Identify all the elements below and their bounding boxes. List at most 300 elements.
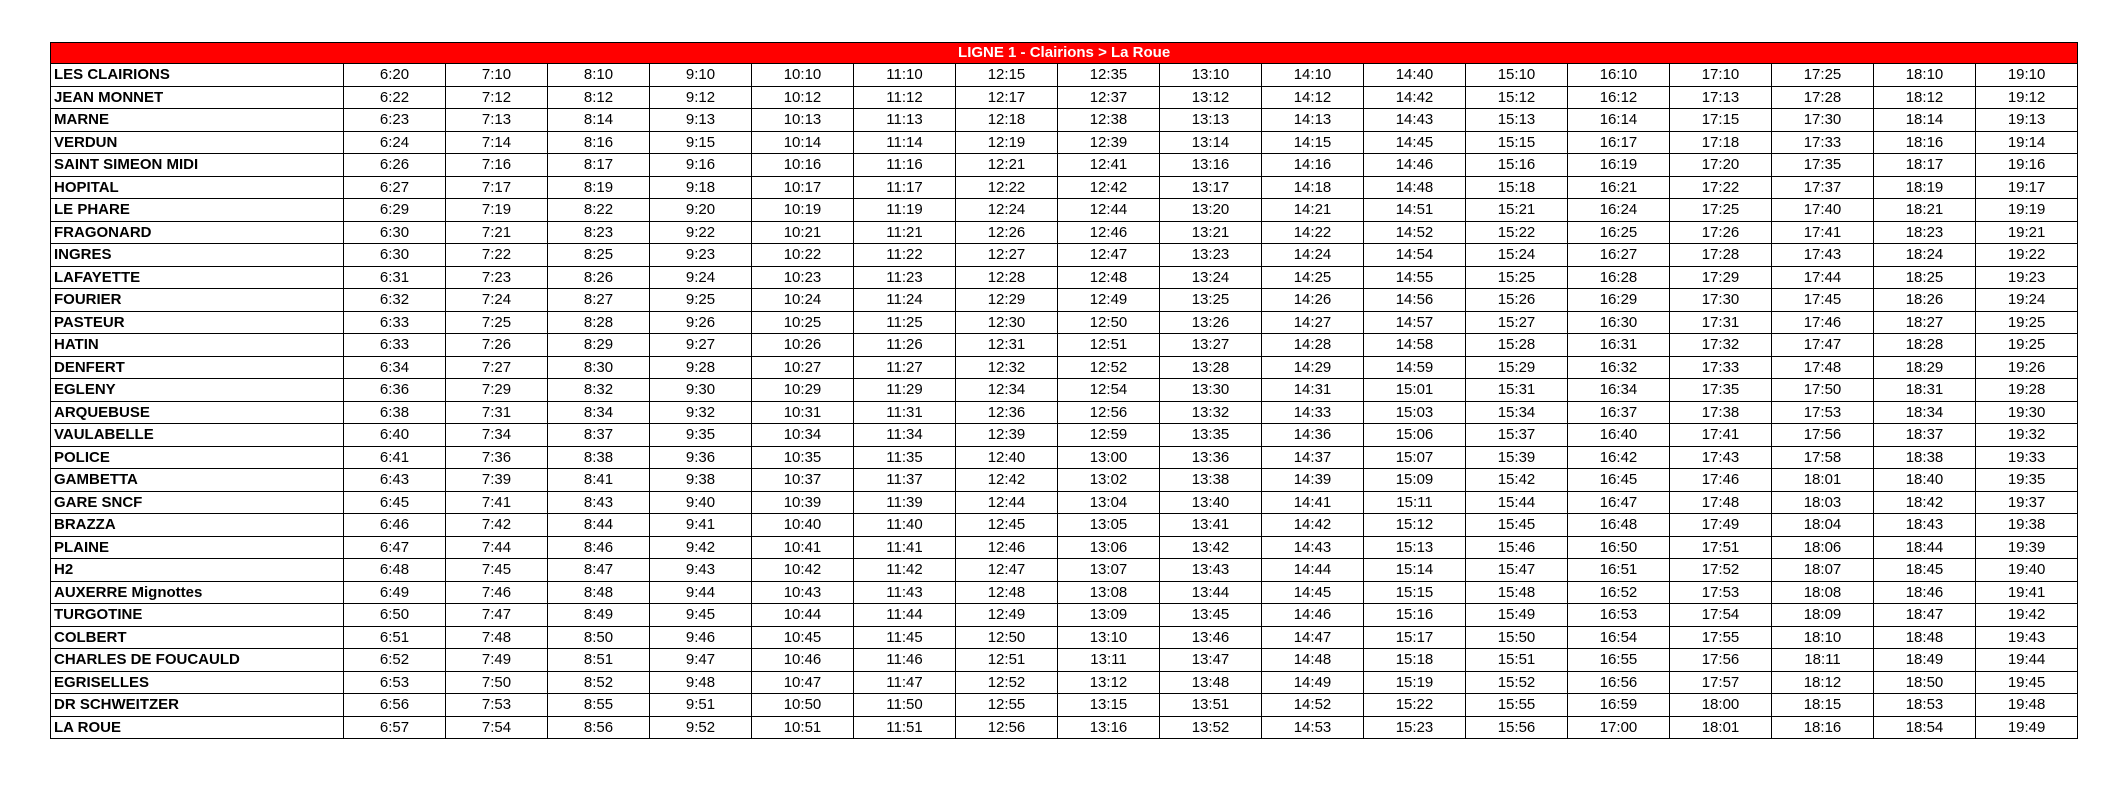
departure-time: 14:10 <box>1262 64 1364 87</box>
departure-time: 13:11 <box>1058 649 1160 672</box>
departure-time: 10:31 <box>752 401 854 424</box>
departure-time: 9:24 <box>650 266 752 289</box>
table-row <box>51 671 2078 694</box>
departure-time: 16:21 <box>1568 176 1670 199</box>
departure-time: 10:12 <box>752 86 854 109</box>
departure-time: 15:12 <box>1466 86 1568 109</box>
stop-name: HOPITAL <box>51 176 344 199</box>
departure-time: 17:29 <box>1670 266 1772 289</box>
departure-time: 13:13 <box>1160 109 1262 132</box>
departure-time: 13:35 <box>1160 424 1262 447</box>
departure-time: 10:35 <box>752 446 854 469</box>
departure-time: 9:13 <box>650 109 752 132</box>
departure-time: 18:45 <box>1874 559 1976 582</box>
departure-time: 10:22 <box>752 244 854 267</box>
departure-time: 13:05 <box>1058 514 1160 537</box>
departure-time: 11:22 <box>854 244 956 267</box>
departure-time: 17:49 <box>1670 514 1772 537</box>
stop-name: FRAGONARD <box>51 221 344 244</box>
departure-time: 9:16 <box>650 154 752 177</box>
stop-name: EGLENY <box>51 379 344 402</box>
departure-time: 11:19 <box>854 199 956 222</box>
departure-time: 7:47 <box>446 604 548 627</box>
departure-time: 19:17 <box>1976 176 2078 199</box>
departure-time: 6:30 <box>344 244 446 267</box>
departure-time: 12:48 <box>1058 266 1160 289</box>
departure-time: 14:55 <box>1364 266 1466 289</box>
departure-time: 18:06 <box>1772 536 1874 559</box>
departure-time: 14:46 <box>1364 154 1466 177</box>
departure-time: 16:55 <box>1568 649 1670 672</box>
departure-time: 6:43 <box>344 469 446 492</box>
departure-time: 6:57 <box>344 716 446 739</box>
departure-time: 12:46 <box>1058 221 1160 244</box>
departure-time: 12:47 <box>956 559 1058 582</box>
departure-time: 17:44 <box>1772 266 1874 289</box>
departure-time: 19:21 <box>1976 221 2078 244</box>
departure-time: 15:16 <box>1364 604 1466 627</box>
departure-time: 7:39 <box>446 469 548 492</box>
departure-time: 18:14 <box>1874 109 1976 132</box>
departure-time: 13:16 <box>1160 154 1262 177</box>
departure-time: 16:19 <box>1568 154 1670 177</box>
stop-name: GARE SNCF <box>51 491 344 514</box>
departure-time: 15:06 <box>1364 424 1466 447</box>
departure-time: 9:44 <box>650 581 752 604</box>
departure-time: 12:29 <box>956 289 1058 312</box>
departure-time: 10:50 <box>752 694 854 717</box>
table-row <box>51 356 2078 379</box>
departure-time: 11:25 <box>854 311 956 334</box>
departure-time: 17:55 <box>1670 626 1772 649</box>
departure-time: 9:23 <box>650 244 752 267</box>
departure-time: 12:48 <box>956 581 1058 604</box>
departure-time: 15:50 <box>1466 626 1568 649</box>
departure-time: 14:51 <box>1364 199 1466 222</box>
departure-time: 12:50 <box>956 626 1058 649</box>
departure-time: 12:38 <box>1058 109 1160 132</box>
departure-time: 19:12 <box>1976 86 2078 109</box>
departure-time: 13:14 <box>1160 131 1262 154</box>
departure-time: 17:52 <box>1670 559 1772 582</box>
stop-name: SAINT SIMEON MIDI <box>51 154 344 177</box>
departure-time: 16:53 <box>1568 604 1670 627</box>
departure-time: 12:42 <box>956 469 1058 492</box>
departure-time: 19:13 <box>1976 109 2078 132</box>
departure-time: 12:51 <box>956 649 1058 672</box>
departure-time: 13:02 <box>1058 469 1160 492</box>
departure-time: 19:14 <box>1976 131 2078 154</box>
departure-time: 17:37 <box>1772 176 1874 199</box>
departure-time: 8:14 <box>548 109 650 132</box>
departure-time: 14:59 <box>1364 356 1466 379</box>
departure-time: 18:00 <box>1670 694 1772 717</box>
departure-time: 10:10 <box>752 64 854 87</box>
departure-time: 8:27 <box>548 289 650 312</box>
departure-time: 14:12 <box>1262 86 1364 109</box>
departure-time: 19:37 <box>1976 491 2078 514</box>
departure-time: 9:27 <box>650 334 752 357</box>
departure-time: 10:34 <box>752 424 854 447</box>
departure-time: 12:55 <box>956 694 1058 717</box>
departure-time: 16:42 <box>1568 446 1670 469</box>
departure-time: 12:28 <box>956 266 1058 289</box>
departure-time: 9:45 <box>650 604 752 627</box>
departure-time: 17:41 <box>1772 221 1874 244</box>
departure-time: 8:43 <box>548 491 650 514</box>
title-row <box>51 43 2078 64</box>
departure-time: 10:16 <box>752 154 854 177</box>
departure-time: 14:53 <box>1262 716 1364 739</box>
departure-time: 14:49 <box>1262 671 1364 694</box>
table-row <box>51 446 2078 469</box>
departure-time: 18:28 <box>1874 334 1976 357</box>
departure-time: 13:12 <box>1058 671 1160 694</box>
departure-time: 17:35 <box>1670 379 1772 402</box>
departure-time: 16:45 <box>1568 469 1670 492</box>
stop-name: FOURIER <box>51 289 344 312</box>
departure-time: 16:56 <box>1568 671 1670 694</box>
departure-time: 7:21 <box>446 221 548 244</box>
departure-time: 16:27 <box>1568 244 1670 267</box>
departure-time: 16:32 <box>1568 356 1670 379</box>
table-row <box>51 469 2078 492</box>
departure-time: 15:44 <box>1466 491 1568 514</box>
departure-time: 17:41 <box>1670 424 1772 447</box>
departure-time: 12:50 <box>1058 311 1160 334</box>
departure-time: 8:55 <box>548 694 650 717</box>
departure-time: 14:39 <box>1262 469 1364 492</box>
departure-time: 13:26 <box>1160 311 1262 334</box>
departure-time: 7:53 <box>446 694 548 717</box>
departure-time: 14:28 <box>1262 334 1364 357</box>
departure-time: 17:22 <box>1670 176 1772 199</box>
departure-time: 11:12 <box>854 86 956 109</box>
departure-time: 17:25 <box>1772 64 1874 87</box>
departure-time: 18:09 <box>1772 604 1874 627</box>
departure-time: 19:45 <box>1976 671 2078 694</box>
departure-time: 18:17 <box>1874 154 1976 177</box>
departure-time: 17:38 <box>1670 401 1772 424</box>
departure-time: 14:25 <box>1262 266 1364 289</box>
departure-time: 19:19 <box>1976 199 2078 222</box>
departure-time: 15:16 <box>1466 154 1568 177</box>
departure-time: 10:39 <box>752 491 854 514</box>
departure-time: 11:31 <box>854 401 956 424</box>
table-row <box>51 176 2078 199</box>
departure-time: 9:32 <box>650 401 752 424</box>
departure-time: 10:14 <box>752 131 854 154</box>
table-row <box>51 649 2078 672</box>
departure-time: 7:10 <box>446 64 548 87</box>
departure-time: 13:07 <box>1058 559 1160 582</box>
departure-time: 16:59 <box>1568 694 1670 717</box>
departure-time: 14:27 <box>1262 311 1364 334</box>
departure-time: 12:44 <box>1058 199 1160 222</box>
stop-name: DR SCHWEITZER <box>51 694 344 717</box>
departure-time: 11:43 <box>854 581 956 604</box>
departure-time: 6:40 <box>344 424 446 447</box>
departure-time: 19:32 <box>1976 424 2078 447</box>
stop-name: LES CLAIRIONS <box>51 64 344 87</box>
departure-time: 13:12 <box>1160 86 1262 109</box>
departure-time: 13:00 <box>1058 446 1160 469</box>
departure-time: 11:21 <box>854 221 956 244</box>
departure-time: 12:31 <box>956 334 1058 357</box>
departure-time: 16:24 <box>1568 199 1670 222</box>
departure-time: 12:26 <box>956 221 1058 244</box>
departure-time: 7:14 <box>446 131 548 154</box>
departure-time: 9:43 <box>650 559 752 582</box>
departure-time: 10:13 <box>752 109 854 132</box>
departure-time: 6:47 <box>344 536 446 559</box>
table-row <box>51 424 2078 447</box>
departure-time: 6:20 <box>344 64 446 87</box>
departure-time: 9:30 <box>650 379 752 402</box>
stop-name: AUXERRE Mignottes <box>51 581 344 604</box>
table-row <box>51 401 2078 424</box>
departure-time: 12:40 <box>956 446 1058 469</box>
departure-time: 14:22 <box>1262 221 1364 244</box>
departure-time: 6:45 <box>344 491 446 514</box>
departure-time: 7:31 <box>446 401 548 424</box>
stop-name: MARNE <box>51 109 344 132</box>
departure-time: 7:19 <box>446 199 548 222</box>
departure-time: 17:28 <box>1670 244 1772 267</box>
departure-time: 6:48 <box>344 559 446 582</box>
departure-time: 19:26 <box>1976 356 2078 379</box>
departure-time: 17:46 <box>1670 469 1772 492</box>
departure-time: 13:16 <box>1058 716 1160 739</box>
departure-time: 17:10 <box>1670 64 1772 87</box>
departure-time: 18:16 <box>1772 716 1874 739</box>
departure-time: 8:29 <box>548 334 650 357</box>
departure-time: 8:23 <box>548 221 650 244</box>
departure-time: 10:23 <box>752 266 854 289</box>
departure-time: 11:41 <box>854 536 956 559</box>
departure-time: 12:49 <box>956 604 1058 627</box>
departure-time: 16:52 <box>1568 581 1670 604</box>
departure-time: 11:16 <box>854 154 956 177</box>
departure-time: 18:54 <box>1874 716 1976 739</box>
departure-time: 7:50 <box>446 671 548 694</box>
departure-time: 6:22 <box>344 86 446 109</box>
departure-time: 18:27 <box>1874 311 1976 334</box>
table-row <box>51 379 2078 402</box>
departure-time: 7:36 <box>446 446 548 469</box>
departure-time: 14:45 <box>1364 131 1466 154</box>
departure-time: 19:10 <box>1976 64 2078 87</box>
departure-time: 18:38 <box>1874 446 1976 469</box>
departure-time: 14:13 <box>1262 109 1364 132</box>
departure-time: 18:25 <box>1874 266 1976 289</box>
departure-time: 11:29 <box>854 379 956 402</box>
stop-name: ARQUEBUSE <box>51 401 344 424</box>
stop-name: H2 <box>51 559 344 582</box>
departure-time: 12:18 <box>956 109 1058 132</box>
departure-time: 16:31 <box>1568 334 1670 357</box>
departure-time: 15:39 <box>1466 446 1568 469</box>
departure-time: 6:32 <box>344 289 446 312</box>
departure-time: 6:50 <box>344 604 446 627</box>
departure-time: 10:44 <box>752 604 854 627</box>
departure-time: 11:51 <box>854 716 956 739</box>
departure-time: 17:18 <box>1670 131 1772 154</box>
departure-time: 15:13 <box>1466 109 1568 132</box>
departure-time: 9:20 <box>650 199 752 222</box>
departure-time: 19:43 <box>1976 626 2078 649</box>
departure-time: 8:34 <box>548 401 650 424</box>
departure-time: 18:10 <box>1874 64 1976 87</box>
departure-time: 17:47 <box>1772 334 1874 357</box>
departure-time: 8:32 <box>548 379 650 402</box>
departure-time: 19:33 <box>1976 446 2078 469</box>
departure-time: 13:24 <box>1160 266 1262 289</box>
departure-time: 13:32 <box>1160 401 1262 424</box>
departure-time: 16:34 <box>1568 379 1670 402</box>
departure-time: 17:58 <box>1772 446 1874 469</box>
stop-name: LAFAYETTE <box>51 266 344 289</box>
departure-time: 8:30 <box>548 356 650 379</box>
departure-time: 11:23 <box>854 266 956 289</box>
departure-time: 16:25 <box>1568 221 1670 244</box>
departure-time: 13:09 <box>1058 604 1160 627</box>
departure-time: 13:41 <box>1160 514 1262 537</box>
departure-time: 12:36 <box>956 401 1058 424</box>
departure-time: 13:48 <box>1160 671 1262 694</box>
departure-time: 12:39 <box>1058 131 1160 154</box>
departure-time: 17:31 <box>1670 311 1772 334</box>
departure-time: 6:33 <box>344 311 446 334</box>
departure-time: 8:37 <box>548 424 650 447</box>
departure-time: 17:57 <box>1670 671 1772 694</box>
stop-name: LA ROUE <box>51 716 344 739</box>
departure-time: 8:50 <box>548 626 650 649</box>
departure-time: 18:03 <box>1772 491 1874 514</box>
departure-time: 18:19 <box>1874 176 1976 199</box>
table-row <box>51 581 2078 604</box>
departure-time: 12:52 <box>956 671 1058 694</box>
departure-time: 12:54 <box>1058 379 1160 402</box>
departure-time: 15:56 <box>1466 716 1568 739</box>
departure-time: 7:44 <box>446 536 548 559</box>
departure-time: 10:47 <box>752 671 854 694</box>
departure-time: 12:56 <box>1058 401 1160 424</box>
departure-time: 17:15 <box>1670 109 1772 132</box>
departure-time: 10:40 <box>752 514 854 537</box>
departure-time: 14:58 <box>1364 334 1466 357</box>
departure-time: 13:08 <box>1058 581 1160 604</box>
departure-time: 18:04 <box>1772 514 1874 537</box>
departure-time: 6:49 <box>344 581 446 604</box>
departure-time: 12:21 <box>956 154 1058 177</box>
departure-time: 15:15 <box>1466 131 1568 154</box>
departure-time: 14:33 <box>1262 401 1364 424</box>
departure-time: 11:39 <box>854 491 956 514</box>
departure-time: 10:43 <box>752 581 854 604</box>
departure-time: 17:35 <box>1772 154 1874 177</box>
stop-name: INGRES <box>51 244 344 267</box>
departure-time: 8:28 <box>548 311 650 334</box>
stop-name: VAULABELLE <box>51 424 344 447</box>
departure-time: 18:12 <box>1874 86 1976 109</box>
departure-time: 6:30 <box>344 221 446 244</box>
departure-time: 6:38 <box>344 401 446 424</box>
departure-time: 18:01 <box>1772 469 1874 492</box>
departure-time: 17:13 <box>1670 86 1772 109</box>
table-row <box>51 109 2078 132</box>
departure-time: 6:31 <box>344 266 446 289</box>
departure-time: 14:41 <box>1262 491 1364 514</box>
table-row <box>51 334 2078 357</box>
departure-time: 17:51 <box>1670 536 1772 559</box>
departure-time: 11:34 <box>854 424 956 447</box>
departure-time: 17:28 <box>1772 86 1874 109</box>
stop-name: COLBERT <box>51 626 344 649</box>
departure-time: 11:47 <box>854 671 956 694</box>
departure-time: 10:26 <box>752 334 854 357</box>
departure-time: 9:42 <box>650 536 752 559</box>
departure-time: 15:48 <box>1466 581 1568 604</box>
departure-time: 8:10 <box>548 64 650 87</box>
table-row <box>51 64 2078 87</box>
departure-time: 14:54 <box>1364 244 1466 267</box>
departure-time: 8:47 <box>548 559 650 582</box>
table-row <box>51 694 2078 717</box>
departure-time: 11:14 <box>854 131 956 154</box>
stop-name: BRAZZA <box>51 514 344 537</box>
departure-time: 14:57 <box>1364 311 1466 334</box>
departure-time: 7:34 <box>446 424 548 447</box>
departure-time: 18:53 <box>1874 694 1976 717</box>
departure-time: 12:17 <box>956 86 1058 109</box>
departure-time: 14:43 <box>1364 109 1466 132</box>
departure-time: 8:44 <box>548 514 650 537</box>
departure-time: 7:26 <box>446 334 548 357</box>
departure-time: 11:35 <box>854 446 956 469</box>
departure-time: 6:34 <box>344 356 446 379</box>
departure-time: 6:24 <box>344 131 446 154</box>
departure-time: 18:01 <box>1670 716 1772 739</box>
departure-time: 14:40 <box>1364 64 1466 87</box>
departure-time: 9:25 <box>650 289 752 312</box>
departure-time: 7:41 <box>446 491 548 514</box>
departure-time: 13:27 <box>1160 334 1262 357</box>
departure-time: 10:51 <box>752 716 854 739</box>
departure-time: 17:00 <box>1568 716 1670 739</box>
departure-time: 15:17 <box>1364 626 1466 649</box>
departure-time: 19:28 <box>1976 379 2078 402</box>
departure-time: 13:40 <box>1160 491 1262 514</box>
departure-time: 6:53 <box>344 671 446 694</box>
departure-time: 9:46 <box>650 626 752 649</box>
departure-time: 16:28 <box>1568 266 1670 289</box>
departure-time: 18:48 <box>1874 626 1976 649</box>
departure-time: 17:46 <box>1772 311 1874 334</box>
departure-time: 14:56 <box>1364 289 1466 312</box>
departure-time: 7:46 <box>446 581 548 604</box>
departure-time: 12:35 <box>1058 64 1160 87</box>
departure-time: 14:18 <box>1262 176 1364 199</box>
timetable <box>50 42 2078 739</box>
departure-time: 9:41 <box>650 514 752 537</box>
departure-time: 17:48 <box>1670 491 1772 514</box>
departure-time: 8:46 <box>548 536 650 559</box>
departure-time: 12:47 <box>1058 244 1160 267</box>
departure-time: 10:17 <box>752 176 854 199</box>
departure-time: 18:26 <box>1874 289 1976 312</box>
departure-time: 10:25 <box>752 311 854 334</box>
